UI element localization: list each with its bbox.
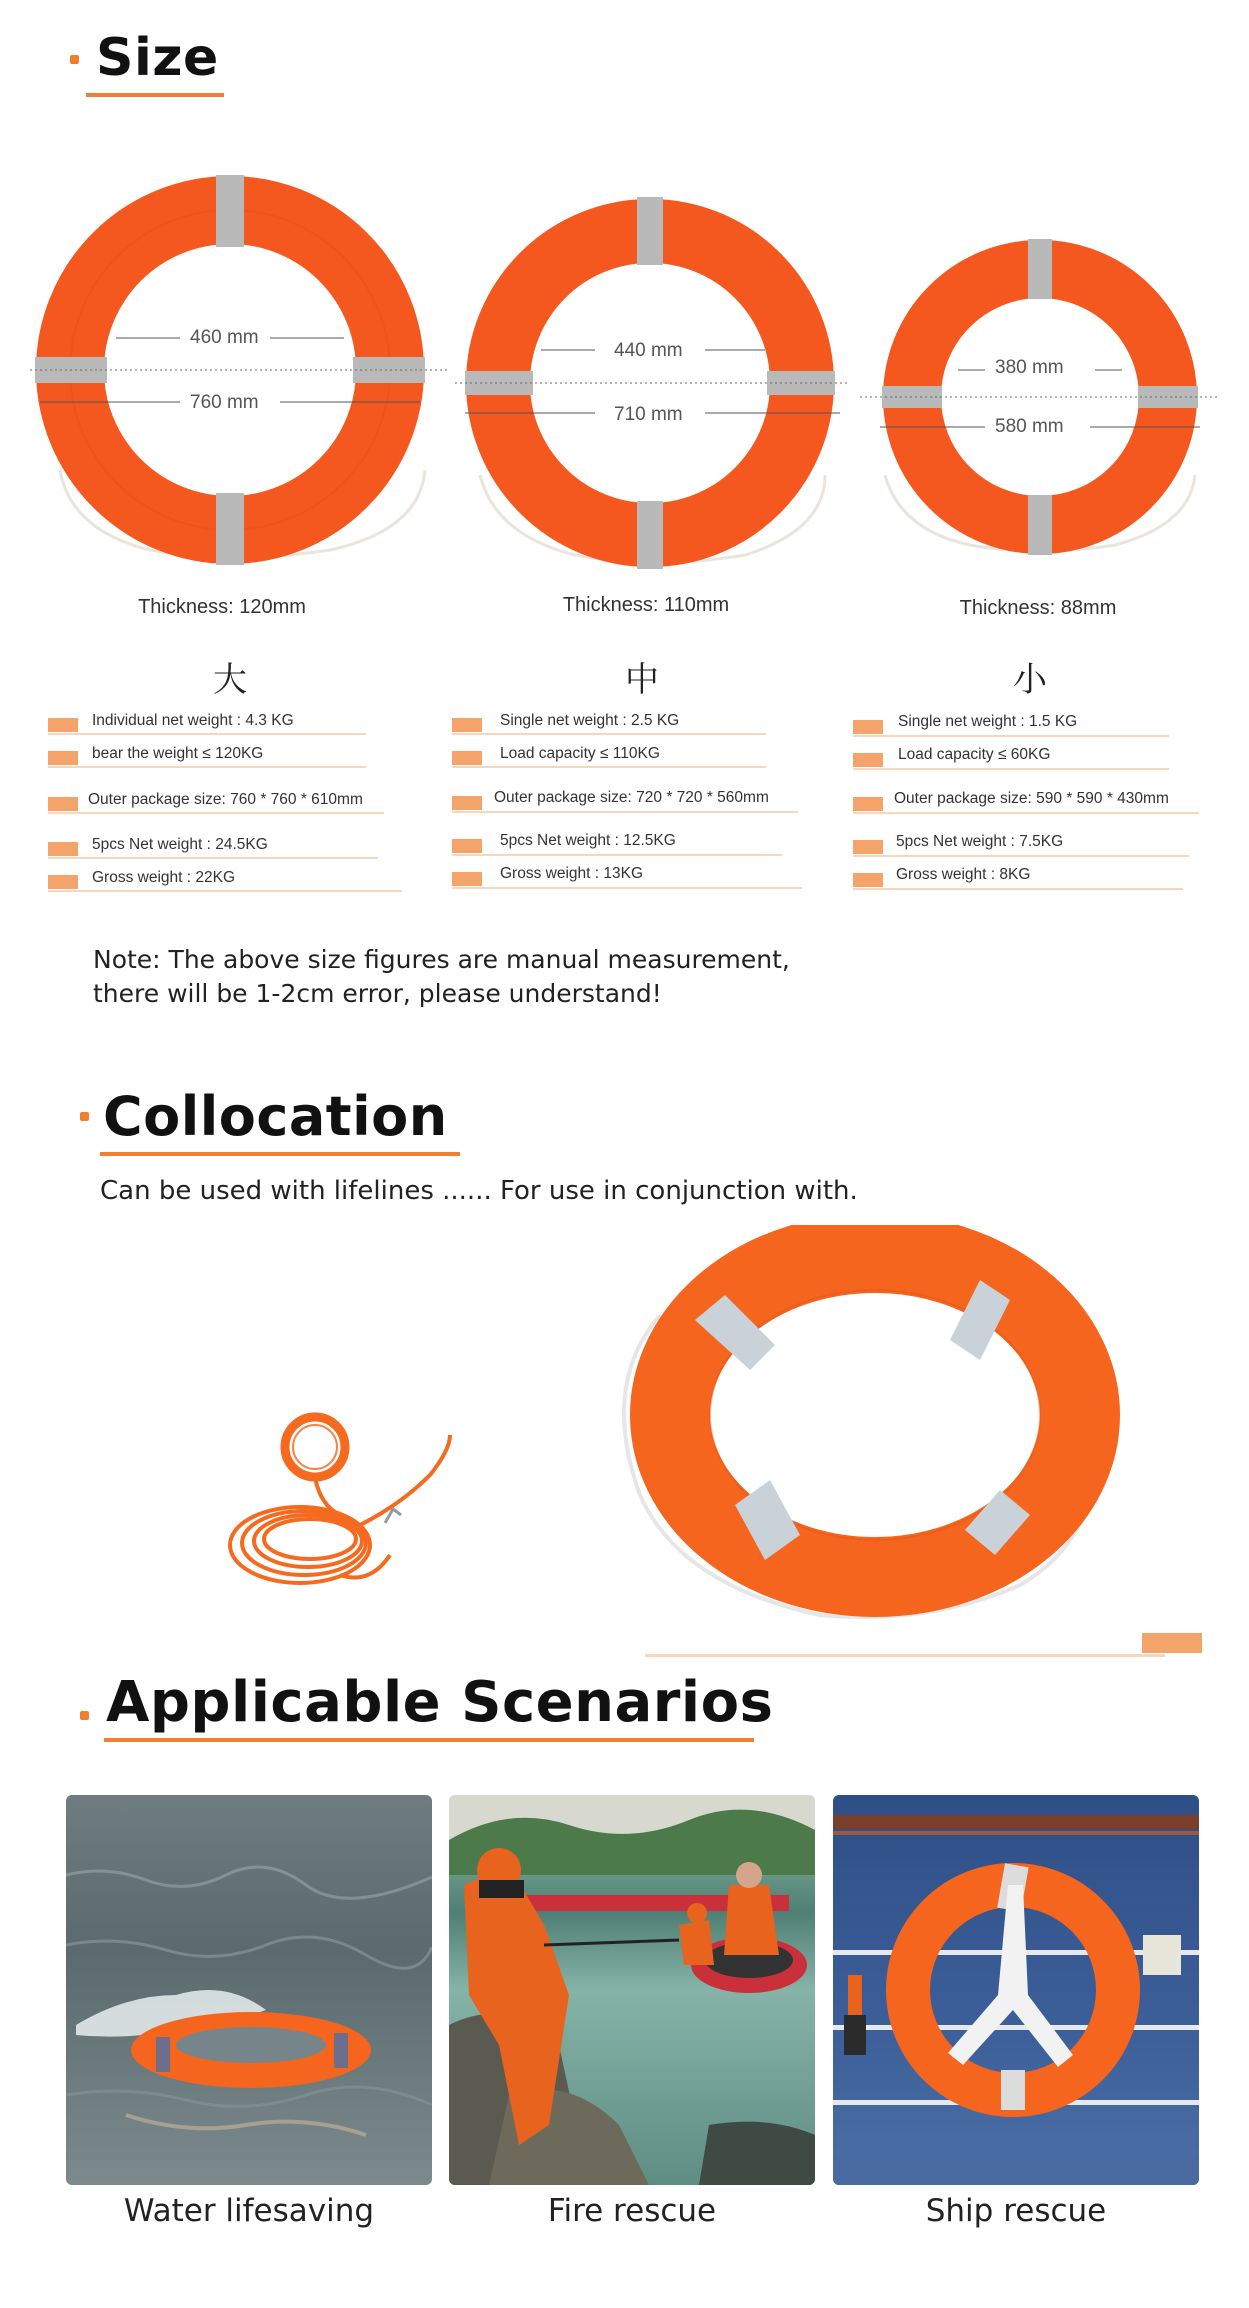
size-label-medium: 中 bbox=[625, 660, 659, 700]
ring-large-inner-diameter: 460 mm bbox=[190, 327, 259, 348]
measurement-note bbox=[93, 943, 790, 1011]
collocation-divider-block bbox=[1142, 1633, 1202, 1653]
scenario-caption-fire: Fire rescue bbox=[547, 2193, 717, 2229]
spec-item: Single net weight : 1.5 KG bbox=[898, 713, 1078, 730]
spec-item: 5pcs Net weight : 7.5KG bbox=[896, 833, 1064, 850]
ring-medium-thickness: Thickness: 110mm bbox=[562, 594, 730, 616]
spec-item: Single net weight : 2.5 KG bbox=[500, 712, 680, 729]
lifebuoy-large-image bbox=[30, 170, 450, 570]
spec-item: bear the weight ≤ 120KG bbox=[92, 745, 264, 762]
measurement-note-line2: there will be 1-2cm error, please understand! bbox=[93, 979, 662, 1008]
ring-small-thickness: Thickness: 88mm bbox=[959, 597, 1117, 619]
scenarios-heading-underline bbox=[104, 1738, 754, 1742]
lifebuoy-with-rope-image bbox=[600, 1225, 1120, 1625]
size-heading: Size bbox=[96, 28, 219, 88]
lifeline-rope-image bbox=[220, 1405, 470, 1605]
scenario-caption-ship: Ship rescue bbox=[925, 2193, 1107, 2229]
ring-small-inner-diameter: 380 mm bbox=[995, 357, 1064, 378]
spec-item: Gross weight : 8KG bbox=[896, 866, 1031, 883]
scenario-caption-water: Water lifesaving bbox=[123, 2193, 375, 2229]
ring-large-outer-diameter: 760 mm bbox=[190, 392, 259, 413]
size-label-small: 小 bbox=[1013, 660, 1047, 700]
lifebuoy-small-image bbox=[860, 225, 1220, 570]
spec-item: 5pcs Net weight : 24.5KG bbox=[92, 836, 268, 853]
spec-item: Gross weight : 13KG bbox=[500, 865, 644, 882]
collocation-heading: Collocation bbox=[103, 1085, 448, 1148]
spec-item: Outer package size: 590 * 590 * 430mm bbox=[894, 790, 1169, 807]
spec-item: Individual net weight : 4.3 KG bbox=[92, 712, 294, 729]
ring-small-outer-diameter: 580 mm bbox=[995, 416, 1064, 437]
measurement-note-line1: Note: The above size figures are manual measurement, bbox=[93, 945, 790, 974]
size-label-large: 大 bbox=[213, 660, 247, 700]
lifebuoy-medium-image bbox=[455, 185, 850, 575]
spec-item: Outer package size: 760 * 760 * 610mm bbox=[88, 791, 363, 808]
spec-item: Load capacity ≤ 110KG bbox=[500, 745, 660, 762]
scenario-photo-fire bbox=[449, 1795, 815, 2185]
collocation-bullet bbox=[80, 1112, 89, 1121]
collocation-divider-line bbox=[645, 1654, 1165, 1657]
scenario-photo-ship bbox=[833, 1795, 1199, 2185]
size-heading-underline bbox=[86, 93, 224, 97]
scenarios-bullet bbox=[80, 1711, 89, 1720]
collocation-description: Can be used with lifelines ...... For use in conjunction with. bbox=[100, 1176, 858, 1206]
spec-item: Gross weight : 22KG bbox=[92, 869, 236, 886]
ring-medium-inner-diameter: 440 mm bbox=[614, 340, 683, 361]
collocation-heading-underline bbox=[100, 1152, 460, 1156]
spec-item: Load capacity ≤ 60KG bbox=[898, 746, 1051, 763]
spec-item: 5pcs Net weight : 12.5KG bbox=[500, 832, 676, 849]
size-bullet bbox=[70, 55, 79, 64]
scenarios-heading: Applicable Scenarios bbox=[106, 1670, 774, 1735]
ring-medium-outer-diameter: 710 mm bbox=[614, 404, 683, 425]
spec-item: Outer package size: 720 * 720 * 560mm bbox=[494, 789, 769, 806]
ring-large-thickness: Thickness: 120mm bbox=[138, 596, 306, 618]
scenario-photo-water bbox=[66, 1795, 432, 2185]
